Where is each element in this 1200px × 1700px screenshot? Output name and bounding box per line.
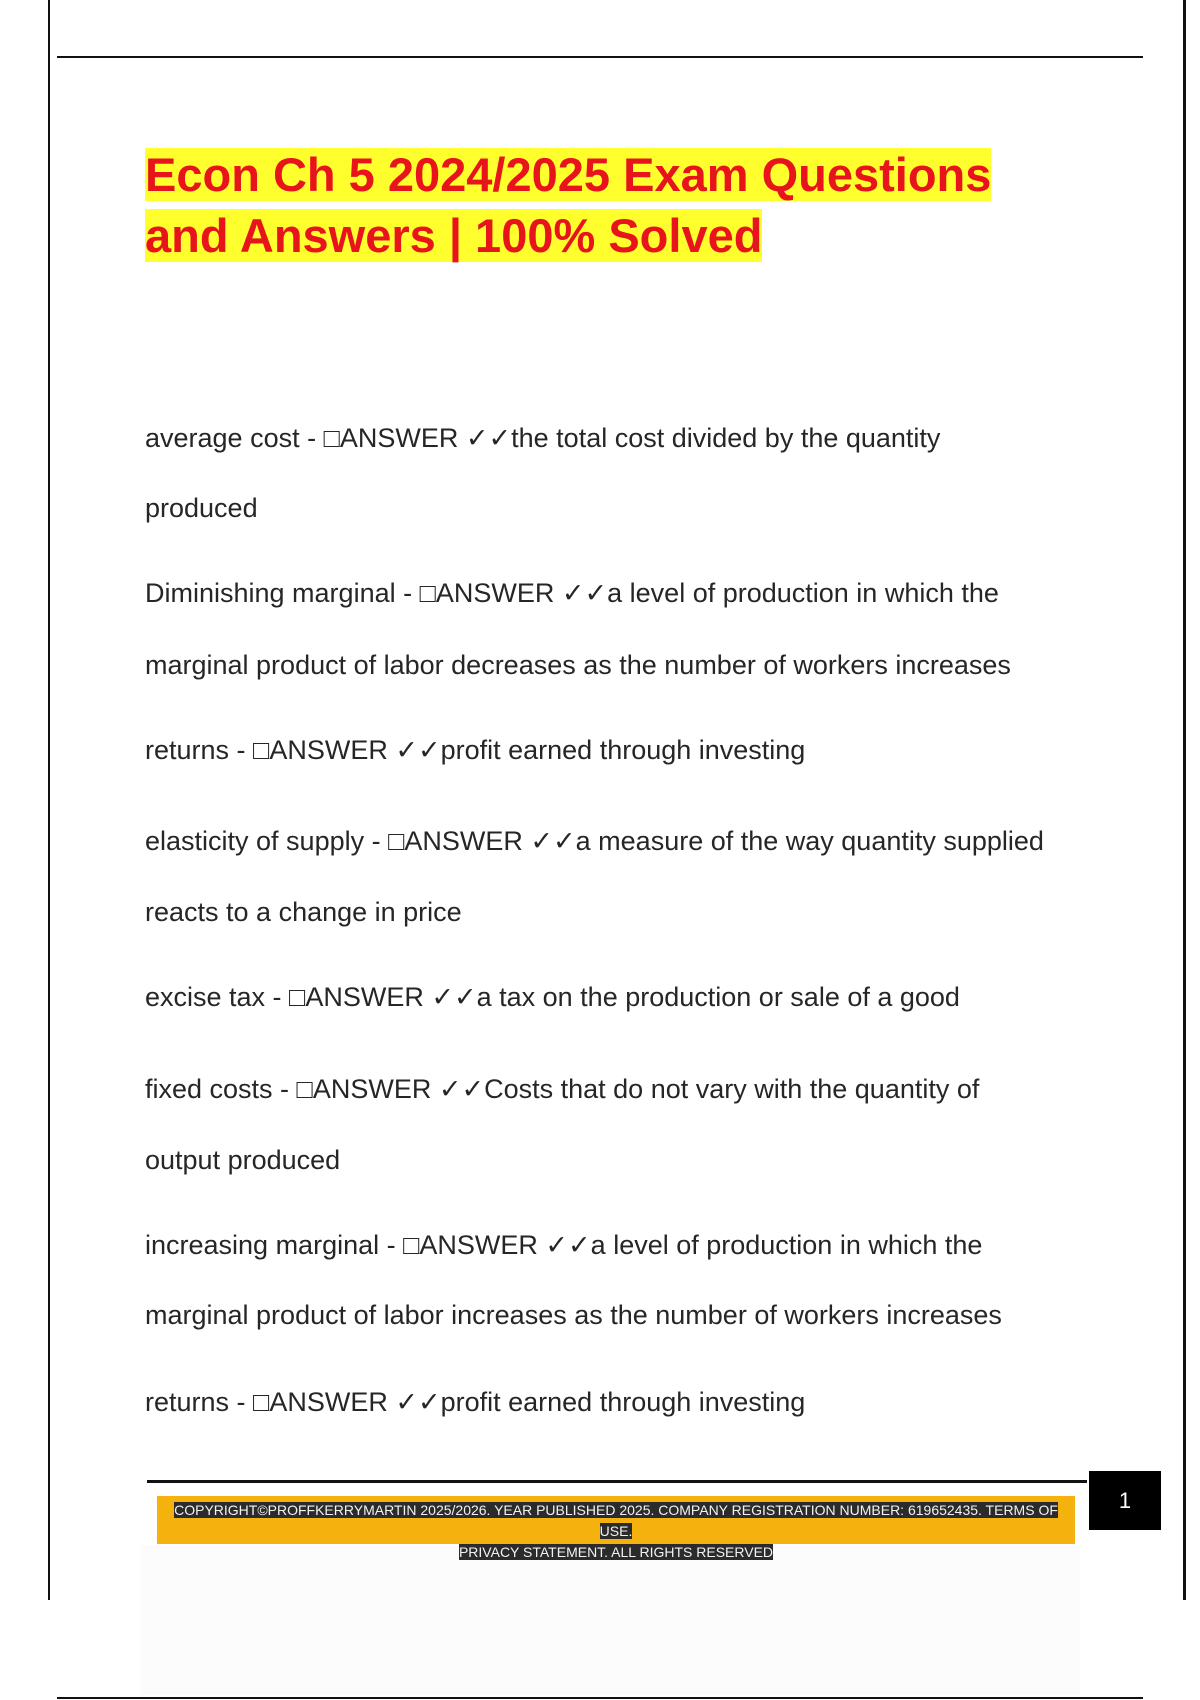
copyright-notice bbox=[170, 1500, 1062, 1563]
bottom-rule bbox=[57, 1697, 1143, 1699]
page-bottom-area bbox=[140, 1545, 1080, 1695]
qa-entry-fixed-costs-cont: output produced bbox=[145, 1145, 341, 1175]
page-border-right bbox=[1183, 0, 1186, 1600]
page-title bbox=[145, 144, 1085, 266]
qa-entry-diminishing-marginal: Diminishing marginal - □ANSWER ✓✓a level of production in which the bbox=[145, 578, 999, 608]
page-number: 1 bbox=[1089, 1471, 1161, 1530]
qa-entry-returns: returns - □ANSWER ✓✓profit earned through investing bbox=[145, 735, 806, 765]
title-line-2: and Answers | 100% Solved bbox=[145, 209, 763, 262]
qa-entry-diminishing-marginal-cont: marginal product of labor decreases as the number of workers increases bbox=[145, 650, 1011, 680]
page-border-left bbox=[48, 0, 50, 1600]
qa-entry-elasticity-of-supply-cont: reacts to a change in price bbox=[145, 897, 462, 927]
top-rule bbox=[57, 56, 1143, 58]
qa-entry-average-cost: average cost - □ANSWER ✓✓the total cost divided by the quantity bbox=[145, 423, 941, 453]
qa-entry-returns-2: returns - □ANSWER ✓✓profit earned through investing bbox=[145, 1387, 806, 1417]
qa-entry-increasing-marginal: increasing marginal - □ANSWER ✓✓a level of production in which the bbox=[145, 1230, 983, 1260]
qa-entry-average-cost-cont: produced bbox=[145, 493, 258, 523]
footer-rule bbox=[147, 1480, 1087, 1483]
title-line-1: Econ Ch 5 2024/2025 Exam Questions bbox=[145, 148, 992, 201]
qa-entry-fixed-costs: fixed costs - □ANSWER ✓✓Costs that do not vary with the quantity of bbox=[145, 1074, 980, 1104]
copyright-line-2: PRIVACY STATEMENT. ALL RIGHTS RESERVED bbox=[458, 1544, 774, 1560]
qa-entry-increasing-marginal-cont: marginal product of labor increases as the number of workers increases bbox=[145, 1300, 1002, 1330]
qa-entry-elasticity-of-supply: elasticity of supply - □ANSWER ✓✓a measure of the way quantity supplied bbox=[145, 826, 1044, 856]
qa-entry-excise-tax: excise tax - □ANSWER ✓✓a tax on the production or sale of a good bbox=[145, 982, 960, 1012]
copyright-line-1: COPYRIGHT©PROFFKERRYMARTIN 2025/2026. YEAR PUBLISHED 2025. COMPANY REGISTRATION NUMBER: 619652435. TERMS OF USE. bbox=[174, 1502, 1058, 1539]
